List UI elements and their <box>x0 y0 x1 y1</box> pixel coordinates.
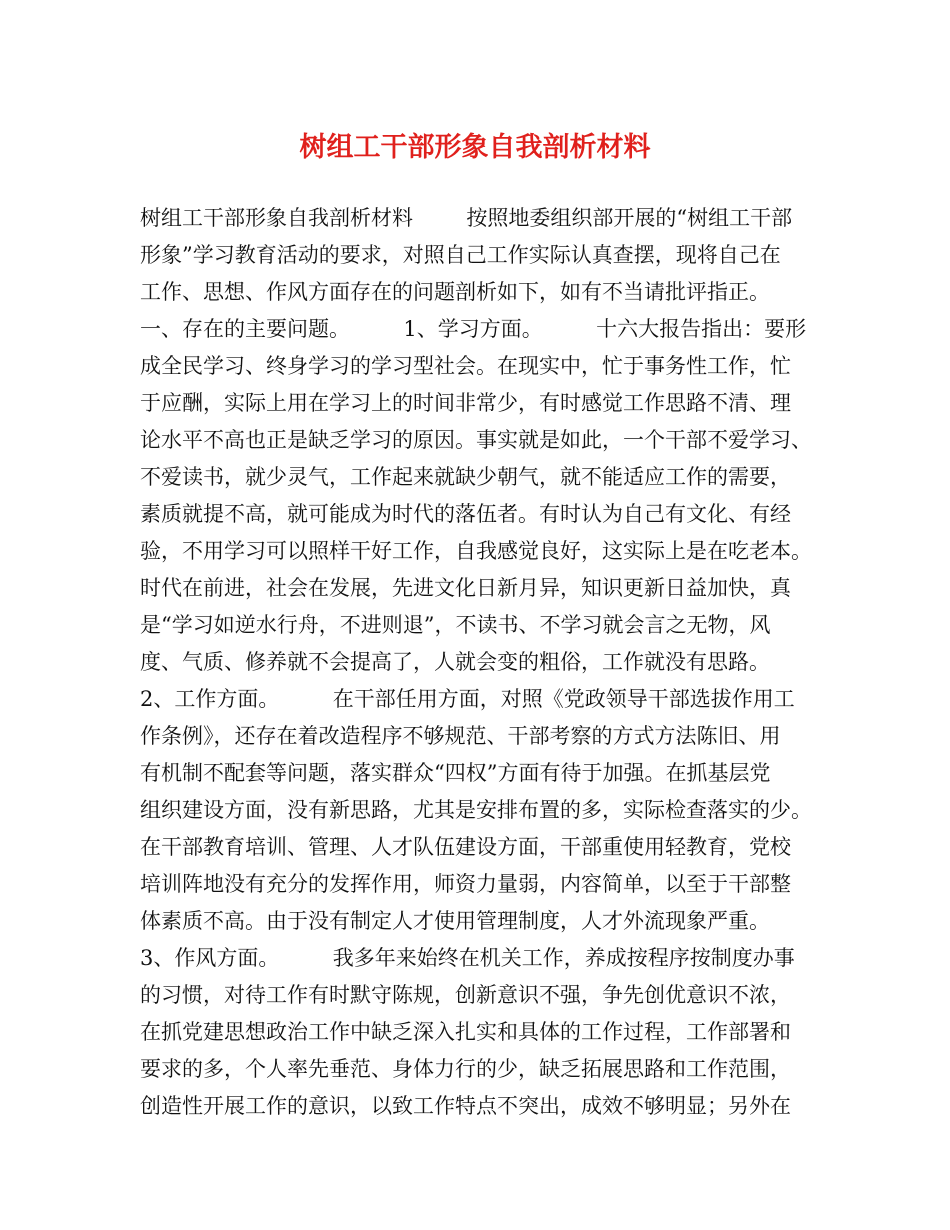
document-title: 树组工干部形象自我剖析材料 <box>299 132 651 163</box>
body-line: 3、作风方面。 我多年来始终在机关工作，养成按程序按制度办事 <box>140 946 795 970</box>
body-line: 论水平不高也正是缺乏学习的原因。事实就是如此，一个干部不爱学习、 <box>140 428 812 452</box>
body-line: 2、工作方面。 在干部任用方面，对照《党政领导干部选拔作用工 <box>140 687 795 711</box>
body-line: 度、气质、修养就不会提高了，人就会变的粗俗，工作就没有思路。 <box>140 650 770 674</box>
body-line: 创造性开展工作的意识，以致工作特点不突出，成效不够明显；另外在 <box>140 1094 791 1118</box>
body-line: 形象”学习教育活动的要求，对照自己工作实际认真查摆，现将自己在 <box>140 243 781 267</box>
body-line: 作条例》，还存在着改造程序不够规范、干部考察的方式方法陈旧、用 <box>140 724 781 748</box>
body-line: 成全民学习、终身学习的学习型社会。在现实中，忙于事务性工作，忙 <box>140 354 791 378</box>
body-line: 是“学习如逆水行舟，不进则退”，不读书、不学习就会言之无物，风 <box>140 613 771 637</box>
body-line: 有机制不配套等问题，落实群众“四权”方面有待于加强。在抓基层党 <box>140 761 771 785</box>
body-line: 树组工干部形象自我剖析材料 按照地委组织部开展的“树组工干部 <box>140 206 793 230</box>
body-line: 验，不用学习可以照样干好工作，自我感觉良好，这实际上是在吃老本。 <box>140 539 812 563</box>
body-line: 组织建设方面，没有新思路，尤其是安排布置的多，实际检查落实的少。 <box>140 798 812 822</box>
body-line: 培训阵地没有充分的发挥作用，师资力量弱，内容简单，以至于干部整 <box>140 872 791 896</box>
body-line: 体素质不高。由于没有制定人才使用管理制度，人才外流现象严重。 <box>140 909 770 933</box>
body-line: 素质就提不高，就可能成为时代的落伍者。有时认为自己有文化、有经 <box>140 502 791 526</box>
body-line: 不爱读书，就少灵气，工作起来就缺少朝气，就不能适应工作的需要， <box>140 465 791 489</box>
body-line: 在抓党建思想政治工作中缺乏深入扎实和具体的工作过程，工作部署和 <box>140 1020 791 1044</box>
body-line: 要求的多，个人率先垂范、身体力行的少，缺乏拓展思路和工作范围， <box>140 1057 791 1081</box>
body-line: 在干部教育培训、管理、人才队伍建设方面，干部重使用轻教育，党校 <box>140 835 791 859</box>
body-line: 时代在前进，社会在发展，先进文化日新月异，知识更新日益加快，真 <box>140 576 791 600</box>
document-body <box>140 200 840 1125</box>
body-line: 的习惯，对待工作有时默守陈规，创新意识不强，争先创优意识不浓， <box>140 983 791 1007</box>
body-line: 于应酬，实际上用在学习上的时间非常少，有时感觉工作思路不清、理 <box>140 391 791 415</box>
body-line: 一、存在的主要问题。 1、学习方面。 十六大报告指出：要形 <box>140 317 807 341</box>
body-line: 工作、思想、作风方面存在的问题剖析如下，如有不当请批评指正。 <box>140 280 770 304</box>
